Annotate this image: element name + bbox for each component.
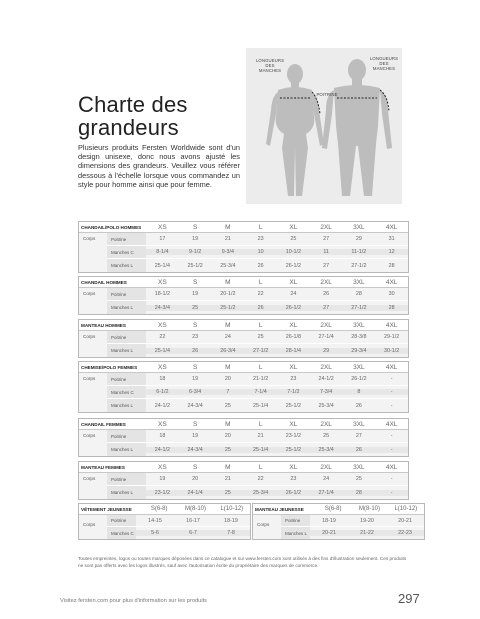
table-cell: - (390, 402, 393, 409)
youth-size-table (252, 503, 425, 540)
table-cell: 21 (224, 476, 231, 482)
table-cell: 26 (323, 291, 330, 297)
corps-label: Corps (83, 433, 96, 438)
table-cell: 20 (224, 376, 231, 382)
size-header: 2XL (320, 321, 332, 329)
table-row (107, 344, 408, 357)
size-header: M (225, 363, 231, 371)
table-row (107, 515, 250, 527)
size-header: M(8-10) (184, 506, 206, 512)
table-rows (107, 233, 408, 272)
table-cell: 27-1/2 (244, 348, 277, 354)
size-header: L (258, 363, 263, 371)
table-cell: - (390, 433, 393, 439)
sleeve-length-label-right: LONGUEURS DES MANCHES (369, 56, 399, 71)
table-title: VÊTEMENT JEUNESSE (81, 506, 132, 512)
corps-label: Corps (257, 522, 270, 527)
table-cell: 22 (159, 334, 166, 340)
table-cell: 25 (257, 334, 264, 340)
size-header: 3XL (353, 278, 365, 286)
table-cell: 20-21 (398, 517, 412, 524)
table-body (253, 515, 424, 539)
measure-label: Manches L (107, 344, 146, 357)
measure-label: Manches L (107, 301, 146, 314)
measure-label: Manches L (107, 486, 146, 499)
table-cell: 11 (310, 249, 343, 255)
table-cell: 19 (192, 291, 199, 297)
table-row (107, 331, 408, 344)
measure-label: Poitrine (107, 373, 146, 385)
size-header: L(10-12) (220, 506, 244, 512)
table-cell: 12 (375, 249, 408, 255)
table-cell: 26-1/2 (351, 376, 367, 382)
corps-label: Corps (83, 476, 96, 481)
size-header: XS (158, 463, 167, 471)
table-cell: 19 (159, 476, 166, 482)
table-cell: - (375, 447, 408, 453)
size-header: S (192, 278, 198, 286)
size-header: M (225, 420, 231, 428)
size-header: 3XL (353, 463, 365, 471)
table-cell: 28 (343, 490, 376, 496)
corps-label: Corps (83, 291, 96, 296)
table-rows (107, 331, 408, 357)
size-header: 3XL (353, 420, 365, 428)
size-header: M (225, 463, 231, 471)
table-rows (281, 515, 424, 539)
measure-label: Manches C (107, 246, 146, 258)
table-rows (107, 515, 250, 539)
table-cell: 26-3/4 (212, 348, 245, 354)
size-header: XL (289, 363, 298, 371)
table-cell: 29 (310, 348, 343, 354)
size-header: 4XL (385, 463, 398, 471)
size-table (78, 461, 409, 500)
size-header: XS (158, 223, 167, 231)
footer-text: Visitez fersten.com pour plus d'information sur les produits (60, 598, 208, 604)
table-cell: 23 (257, 236, 264, 242)
size-table (78, 276, 409, 315)
size-header: S (192, 321, 198, 329)
table-cell: 29-3/4 (343, 348, 376, 354)
table-title: MANTEAU HOMMES (81, 322, 126, 328)
table-cell: 24 (290, 291, 297, 297)
table-cell: 28-1/4 (277, 348, 310, 354)
table-row (107, 473, 408, 486)
measure-label: Manches C (107, 527, 136, 539)
size-header: L (258, 321, 263, 329)
table-cell: 10-1/2 (277, 249, 310, 255)
size-header: XS (158, 321, 167, 329)
table-body (79, 233, 408, 272)
table-cell: 28 (388, 262, 395, 269)
table-cell: 16-17 (186, 517, 200, 524)
table-cell: 5-6 (136, 530, 174, 536)
size-header: XL (289, 463, 298, 471)
table-row (107, 527, 250, 539)
size-header: L (258, 278, 263, 286)
measure-label: Manches C (107, 386, 146, 398)
table-cell: 25 (323, 433, 330, 439)
size-header: 3XL (353, 321, 365, 329)
size-header: 4XL (385, 278, 398, 286)
table-cell: 20-1/2 (220, 291, 236, 297)
table-cell: 8-1/4 (146, 249, 179, 255)
table-cell: 21-22 (348, 530, 386, 536)
measure-label: Manches L (107, 259, 146, 272)
table-cell: 25 (212, 490, 245, 496)
table-cell: 14-15 (148, 517, 162, 524)
table-cell: 25-3/4 (310, 447, 343, 453)
measure-label: Poitrine (281, 515, 310, 526)
table-cell: 25 (290, 236, 297, 242)
table-cell: 11-1/2 (343, 249, 376, 255)
table-cell: 6-3/4 (179, 389, 212, 395)
corps-label: Corps (83, 376, 96, 381)
table-cell: 20-21 (310, 530, 348, 536)
page-title: Charte des grandeurs (78, 92, 188, 140)
table-cell: 26 (257, 262, 264, 269)
size-header: 2XL (320, 278, 332, 286)
measure-label: Poitrine (107, 473, 146, 485)
table-cell: 25-1/2 (212, 305, 245, 311)
table-cell: 10 (244, 249, 277, 255)
table-cell: 25-3/4 (220, 262, 236, 269)
table-cell: 26-1/2 (277, 490, 310, 496)
size-header: XL (289, 278, 298, 286)
table-cell: 25-1/2 (285, 402, 302, 409)
size-header: L (258, 463, 263, 471)
table-cell: 9-1/2 (179, 249, 212, 255)
table-cell: 20 (192, 476, 199, 482)
table-cell: 9-3/4 (212, 249, 245, 255)
table-cell: 18-19 (224, 517, 238, 524)
size-header: XL (289, 223, 298, 231)
table-body (79, 373, 408, 412)
size-header: 4XL (385, 420, 398, 428)
table-cell: 31 (388, 236, 395, 242)
table-row (107, 486, 408, 499)
table-cell: 27-1/4 (310, 490, 343, 496)
table-title: CHANDAIL FEMMES (81, 421, 126, 427)
table-body (79, 515, 250, 539)
table-cell: 24-3/4 (179, 447, 212, 453)
table-cell: 19 (192, 433, 199, 439)
size-header: M(8-10) (358, 506, 380, 512)
legal-footnote: Toutes empreintes, logos ou toutes marques déposées dans ce catalogue et sur www.fersten.com sont utilisés à des fins d'illustration seulement. Ces produits ne sont pas offerts avec les logos illustrés, sauf avec l'autorisation écrite du propriétaire des marques de commerce. (78, 556, 407, 568)
table-cell: 26 (244, 305, 277, 311)
table-cell: - (390, 376, 393, 382)
size-header: 4XL (385, 223, 398, 231)
measure-label: Poitrine (107, 515, 136, 526)
measure-label: Manches L (107, 443, 146, 456)
table-cell: 18 (159, 376, 166, 382)
table-cell: 27-1/4 (318, 334, 334, 340)
table-cell: 25-1/4 (146, 348, 179, 354)
table-cell: 25 (224, 402, 231, 409)
size-header: S (192, 420, 198, 428)
table-cell: 18-19 (322, 517, 336, 524)
table-title: CHEMISE/POLO FEMMES (81, 364, 138, 370)
table-cell: 21-1/2 (252, 376, 269, 382)
table-title: CHANDAIL HOMMES (81, 279, 127, 285)
size-header: 3XL (353, 223, 365, 231)
table-cell: 29-1/2 (383, 334, 400, 340)
table-cell: 23 (192, 334, 199, 340)
table-cell: 26-1/2 (285, 262, 302, 269)
table-row (107, 246, 408, 259)
table-title: CHANDAIL/POLO HOMMES (81, 224, 142, 230)
size-header: 4XL (385, 321, 398, 329)
table-cell: 20 (224, 433, 231, 439)
size-header: S (192, 463, 198, 471)
table-cell: 25-1/4 (252, 402, 269, 409)
size-header: XL (289, 420, 298, 428)
table-row (107, 233, 408, 246)
table-header (79, 362, 408, 373)
table-cell: 23 (290, 376, 297, 382)
table-header (79, 320, 408, 331)
table-cell: 25-1/2 (187, 262, 203, 269)
table-cell: 7-1/4 (244, 389, 277, 395)
table-cell: 6-7 (174, 530, 212, 536)
size-header: XS (158, 420, 167, 428)
table-body (79, 430, 408, 456)
table-row (107, 301, 408, 314)
table-row (107, 373, 408, 386)
size-header: 2XL (320, 420, 332, 428)
table-cell: 7-1/2 (277, 389, 310, 395)
table-cell: 24 (323, 476, 330, 482)
table-cell: 21 (257, 433, 264, 439)
table-header (79, 462, 408, 473)
table-rows (107, 288, 408, 314)
table-cell: 28-3/8 (351, 334, 367, 340)
table-rows (107, 473, 408, 499)
table-cell: 21 (224, 236, 231, 242)
table-cell: 24-1/2 (154, 402, 171, 409)
table-cell: 7-8 (212, 530, 250, 536)
measure-label: Poitrine (107, 233, 146, 245)
table-header (79, 504, 250, 515)
size-table (78, 418, 409, 457)
table-cell: 18-1/2 (154, 291, 171, 297)
table-cell: 27-1/2 (343, 305, 376, 311)
size-header: XS (158, 278, 167, 286)
intro-paragraph: Plusieurs produits Fersten Worldwide sont d'un design unisexe, donc nous avons ajusté les dimensions des grandeurs. Veuillez vous référer dessous à l'échelle lorsque vous commandez un style pour homme ainsi que pour femme. (78, 143, 240, 189)
table-cell: 7 (212, 389, 245, 395)
table-cell: 27 (323, 262, 330, 269)
size-header: XS (158, 363, 167, 371)
table-cell: 25-1/4 (154, 262, 171, 269)
table-cell: 26-1/2 (277, 305, 310, 311)
size-table (78, 361, 409, 413)
size-header: XL (289, 321, 298, 329)
table-cell: 25-1/2 (277, 447, 310, 453)
table-cell: 25-1/4 (244, 447, 277, 453)
table-body (79, 288, 408, 314)
table-cell: 24-3/4 (187, 402, 203, 409)
table-row (107, 288, 408, 301)
table-cell: 25 (212, 447, 245, 453)
size-header: 2XL (320, 363, 332, 371)
size-header: M (225, 321, 231, 329)
table-cell: 25-3/4 (244, 490, 277, 496)
table-cell: 19 (192, 376, 199, 382)
corps-label: Corps (83, 522, 96, 527)
table-cell: 27 (323, 236, 330, 242)
size-header: 2XL (320, 223, 332, 231)
table-cell: 30 (388, 291, 395, 297)
table-cell: 6-1/2 (146, 389, 179, 395)
table-cell: 29 (355, 236, 362, 242)
table-header (253, 504, 424, 515)
measure-label: Manches L (107, 399, 146, 412)
table-row (107, 259, 408, 272)
table-row (107, 399, 408, 412)
table-row (107, 386, 408, 399)
size-header: 3XL (353, 363, 365, 371)
table-cell: 27 (355, 433, 362, 439)
size-header: S (192, 363, 198, 371)
measure-label: Poitrine (107, 331, 146, 343)
table-cell: 25-3/4 (318, 402, 334, 409)
table-cell: 30-1/2 (375, 348, 408, 354)
table-cell: 26-1/8 (285, 334, 302, 340)
table-cell: 23-1/2 (146, 490, 179, 496)
table-cell: 24-1/2 (146, 447, 179, 453)
table-cell: 19-20 (360, 517, 374, 524)
table-title: MANTEAU JEUNESSE (255, 506, 304, 512)
corps-label: Corps (83, 334, 96, 339)
size-header: 4XL (385, 363, 398, 371)
table-cell: 8 (343, 389, 376, 395)
size-header: L (258, 223, 263, 231)
size-header: S(6-8) (150, 506, 168, 512)
table-row (281, 527, 424, 539)
table-cell: 24 (224, 334, 231, 340)
size-table (78, 319, 409, 358)
table-header (79, 419, 408, 430)
table-cell: 28 (355, 291, 362, 297)
measure-label: Poitrine (107, 430, 146, 442)
table-cell: 28 (375, 305, 408, 311)
table-cell: 24-3/4 (146, 305, 179, 311)
size-header: 2XL (320, 463, 332, 471)
table-cell: 24-1/4 (179, 490, 212, 496)
table-cell: 26 (179, 348, 212, 354)
corps-label: Corps (83, 236, 96, 241)
measurement-figure (246, 48, 402, 204)
table-cell: 26 (343, 447, 376, 453)
size-header: L(10-12) (394, 506, 418, 512)
table-cell: - (375, 389, 408, 395)
size-header: M (225, 278, 231, 286)
table-cell: 23 (290, 476, 297, 482)
sleeve-length-label-left: LONGUEURS DES MANCHES (255, 58, 285, 73)
table-body (79, 331, 408, 357)
table-row (107, 430, 408, 443)
table-cell: 18 (159, 433, 166, 439)
size-header: S(6-8) (324, 506, 342, 512)
table-header (79, 277, 408, 288)
table-cell: 27 (310, 305, 343, 311)
size-table (78, 221, 409, 273)
table-rows (107, 430, 408, 456)
table-title: MANTEAU FEMMES (81, 464, 125, 470)
table-cell: 23-1/2 (285, 433, 302, 439)
table-cell: 22-23 (386, 530, 424, 536)
table-cell: 17 (159, 236, 166, 242)
table-cell: 26 (355, 402, 362, 409)
table-cell: 25 (179, 305, 212, 311)
table-cell: 7-3/4 (310, 389, 343, 395)
table-rows (107, 373, 408, 412)
table-cell: 27-1/2 (351, 262, 367, 269)
table-cell: 19 (192, 236, 199, 242)
size-header: M (225, 223, 231, 231)
table-cell: 22 (257, 476, 264, 482)
table-cell: 25 (355, 476, 362, 482)
youth-size-table (78, 503, 251, 540)
table-cell: 24-1/2 (318, 376, 334, 382)
page-number: 297 (398, 591, 420, 606)
table-cell: 22 (257, 291, 264, 297)
size-header: S (192, 223, 198, 231)
table-header (79, 222, 408, 233)
table-row (107, 443, 408, 456)
measure-label: Poitrine (107, 288, 146, 300)
size-header: L (258, 420, 263, 428)
table-cell: - (375, 490, 408, 496)
chest-label: POITRINE (316, 92, 338, 97)
measure-label: Manches L (281, 527, 310, 539)
table-row (281, 515, 424, 527)
table-body (79, 473, 408, 499)
table-cell: - (390, 476, 393, 482)
